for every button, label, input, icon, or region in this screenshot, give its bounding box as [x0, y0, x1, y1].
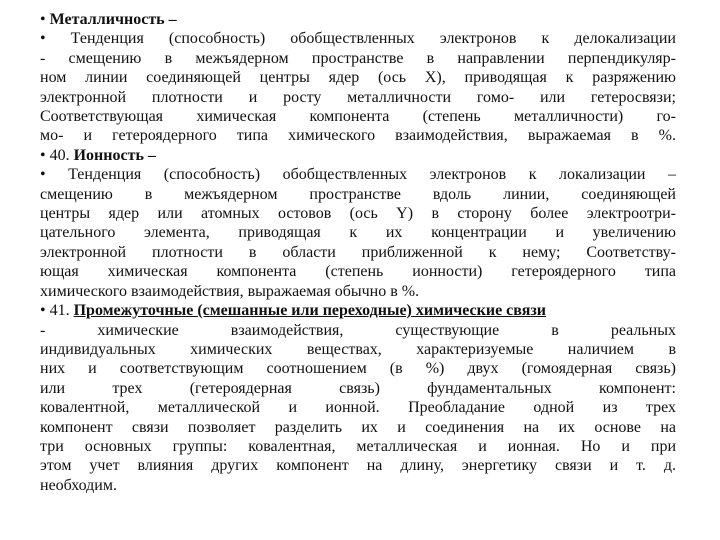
text-line: центры ядер или атомных остовов (ось Y) в сторону более электроотри-: [40, 205, 676, 223]
text-line: химического взаимодействия, выражаемая обычно в %.: [40, 282, 420, 300]
text-line: три основных группы: ковалентная, металлическая и ионная. Но и при: [40, 437, 676, 455]
text-line: этом учет влияния других компонент на длину, энергетику связи и т. д.: [40, 457, 676, 475]
text-line: Соответствующая химическая компонента (степень металличности) го-: [40, 108, 676, 126]
document-page: [40, 10, 676, 495]
text-line: мо- и гетероядерного типа химического взаимодействия, выражаемая в %.: [40, 127, 676, 145]
term-intermediate-bonds: Промежуточные (смешанные или переходные) химические связи: [73, 302, 546, 320]
text-line: • Тенденция (способность) обобществленных электронов к делокализации: [40, 30, 676, 48]
term-metallicity: Металличность –: [49, 11, 177, 28]
text-line: ковалентной, металлической и ионной. Преобладание одной из трех: [40, 399, 676, 417]
text-line: индивидуальных химических веществах, характеризуемые наличием в: [40, 340, 676, 358]
heading-metallicity: • Металличность –: [40, 11, 177, 28]
text-line: ющая химическая компонента (степень ионности) гетероядерного типа: [40, 263, 676, 281]
text-line: необходим.: [40, 476, 117, 494]
text-line: электронной плотности в области приближенной к нему; Соответству-: [40, 243, 676, 261]
text-line: них и соответствующим соотношением (в %) двух (гомоядерная связь): [40, 360, 676, 378]
text-line: или трех (гетероядерная связь) фундаментальных компонент:: [40, 379, 676, 397]
text-line: ном линии соединяющей центры ядер (ось X), приводящая к разряжению: [40, 69, 676, 87]
text-line: смещению в межъядерном пространстве вдоль линии, соединяющей: [40, 185, 676, 203]
text-line: • Тенденция (способность) обобществленных электронов к локализации –: [40, 166, 676, 184]
term-ionicity: Ионность –: [73, 146, 156, 164]
heading-ionicity: • 40. Ионность –: [40, 146, 156, 164]
text-line: - смещению в межъядерном пространстве в направлении перпендикуляр-: [40, 49, 676, 67]
text-line: цательного элемента, приводящая к их концентрации и увеличению: [40, 224, 676, 242]
text-line: - химические взаимодействия, существующие в реальных: [40, 321, 676, 339]
text-line: компонент связи позволяет разделить их и соединения на их основе на: [40, 418, 676, 436]
text-line: электронной плотности и росту металличности гомо- или гетеросвязи;: [40, 88, 676, 106]
heading-intermediate-bonds: • 41. Промежуточные (смешанные или переходные) химические связи: [40, 302, 546, 320]
